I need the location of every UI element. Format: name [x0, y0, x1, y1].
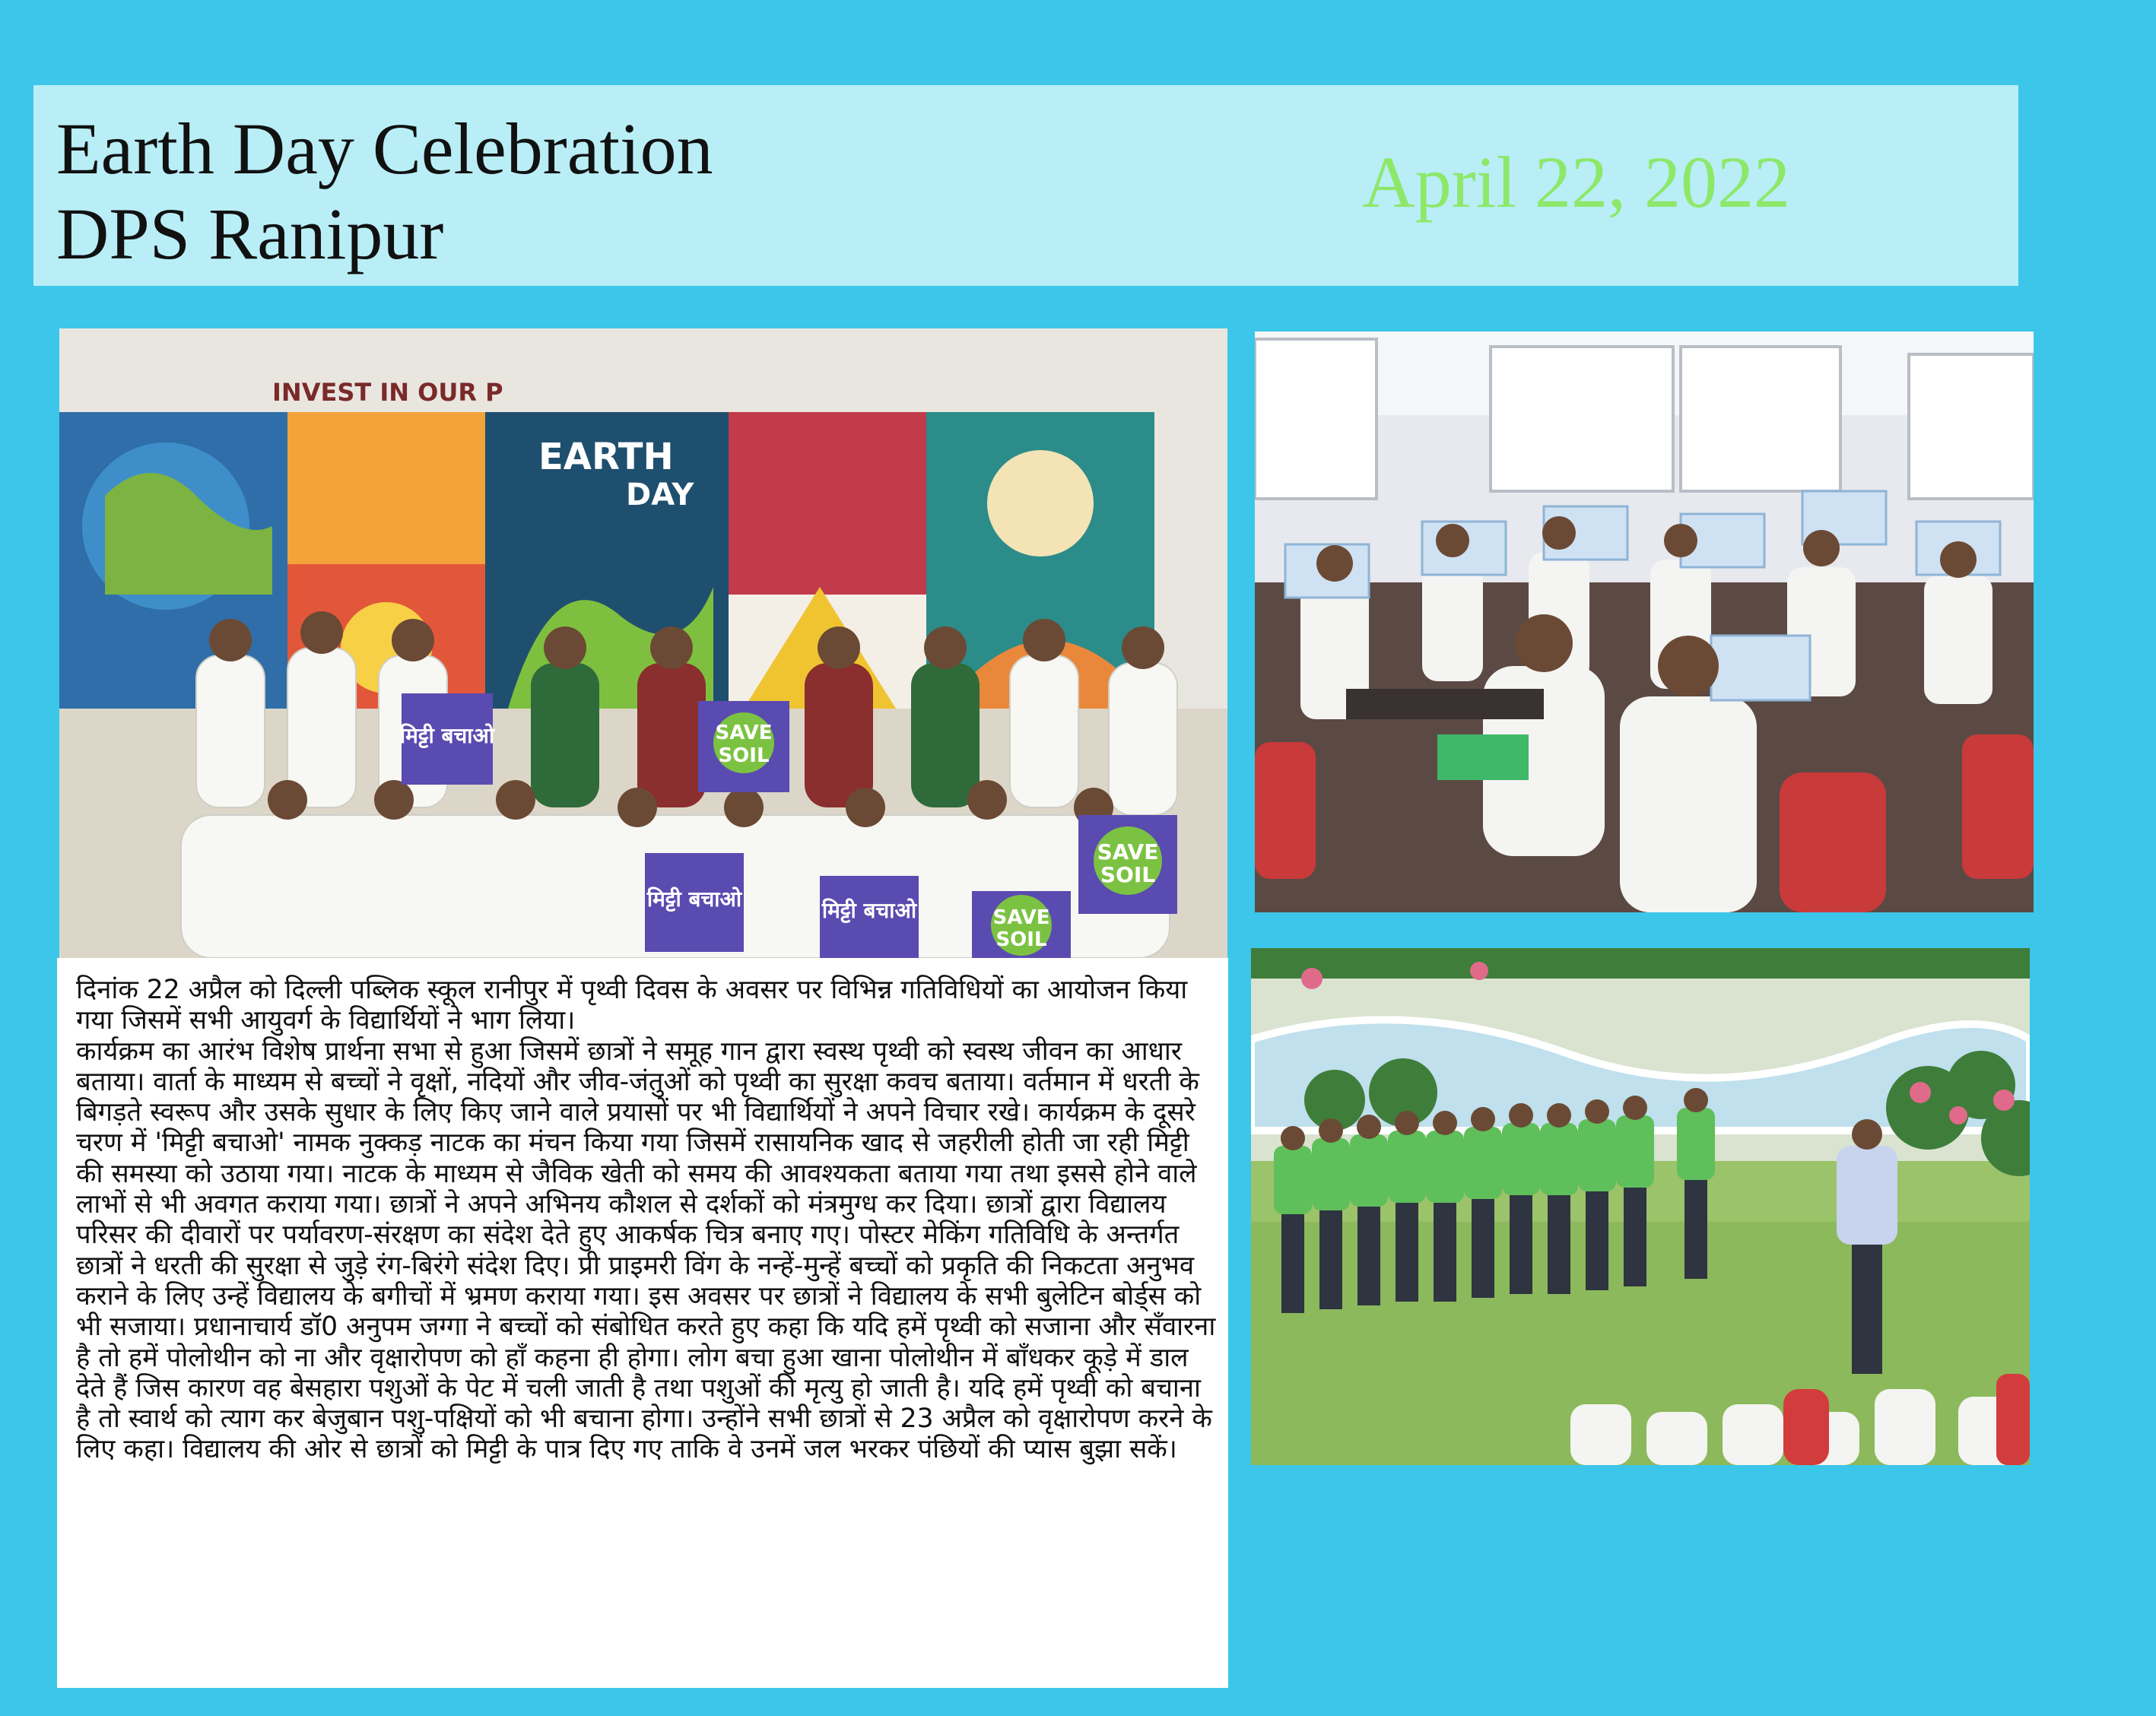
- mural-banner-text: INVEST IN OUR P: [272, 378, 503, 407]
- save-sign-text-3: SAVE: [992, 906, 1050, 929]
- event-date: April 22, 2022: [1362, 141, 1790, 223]
- article-paragraph-1: दिनांक 22 अप्रैल को दिल्ली पब्लिक स्कूल रानीपुर में पृथ्वी दिवस के अवसर पर विभिन्न गतिविधियों का आयोजन किया गया जिसमें सभी आयुवर्ग के विद्यार्थियों ने भाग लिया।: [76, 975, 1188, 1036]
- soil-sign-text-1: SOIL: [718, 744, 770, 767]
- soil-sign-text-2: SOIL: [1100, 862, 1156, 887]
- article-text: [76, 975, 1217, 1465]
- mural-sign-text-3: मिट्टी बचाओ: [821, 898, 917, 923]
- article-box: [57, 958, 1228, 1688]
- soil-sign-text-3: SOIL: [995, 928, 1047, 951]
- save-sign-text-2: SAVE: [1097, 839, 1159, 864]
- mural-earth-text: EARTH: [538, 436, 674, 478]
- mural-day-text: DAY: [626, 477, 694, 512]
- article-paragraph-2: कार्यक्रम का आरंभ विशेष प्रार्थना सभा से हुआ जिसमें छात्रों ने समूह गान द्वारा स्वस्थ पृथ्वी को स्वस्थ जीवन का आधार बताया। वार्ता के माध्यम से बच्चों ने वृक्षों, नदियों और जीव-जंतुओं को पृथ्वी का सुरक्षा कवच बताया। वर्तमान में धरती के बिगड़ते स्वरूप और उसके सुधार के लिए किए जाने वाले प्रयासों पर भी विद्यार्थियों ने अपने विचार रखे। कार्यक्रम के दूसरे चरण में 'मिट्टी बचाओ' नामक नुक्कड़ नाटक का मंचन किया गया जिसमें रासायनिक खाद से जहरीली होती जा रही मिट्टी की समस्या को उठाया गया। नाटक के माध्यम से जैविक खेती को समय की आवश्यकता बताया गया तथा इससे होने वाले लाभों से भी अवगत कराया गया। छात्रों ने अपने अभिनय कौशल से दर्शकों को मंत्रमुग्ध कर दिया। छात्रों द्वारा विद्यालय परिसर की दीवारों पर पर्यावरण-संरक्षण का संदेश देते हुए आकर्षक चित्र बनाए गए। पोस्टर मेकिंग गतिविधि के अन्तर्गत छात्रों ने धरती की सुरक्षा से जुड़े रंग-बिरंगे संदेश दिए। प्री प्राइमरी विंग के नन्हें-मुन्हें बच्चों को प्रकृति की निकटता अनुभव कराने के लिए उन्हें विद्यालय के बगीचों में भ्रमण कराया गया। इस अवसर पर छात्रों ने विद्यालय के सभी बुलेटिन बोर्ड्स को भी सजाया। प्रधानाचार्य डॉ0 अनुपम जग्गा ने बच्चों को संबोधित करते हुए कहा कि यदि हमें पृथ्वी को सजाना और सँवारना है तो हमें पोलोथीन को ना और वृक्षारोपण को हाँ कहना ही होगा। लोग बचा हुआ खाना पोलोथीन में बाँधकर कूड़े में डाल देते हैं जिस कारण वह बेसहारा पशुओं के पेट में चली जाती है तथा पशुओं की मृत्यु हो जाती है। यदि हमें पृथ्वी को बचाना है तो स्वार्थ को त्याग कर बेजुबान पशु-पक्षियों को भी बचाना होगा। उन्होंने सभी छात्रों से 23 अप्रैल को वृक्षारोपण करने के लिए कहा। विद्यालय की ओर से छात्रों को मिट्टी के पात्र दिए गए ताकि वे उनमें जल भरकर पंछियों की प्यास बुझा सकें।: [76, 1036, 1216, 1465]
- group-photo-illustration: [59, 328, 1227, 958]
- title-line-1: Earth Day Celebration: [56, 108, 713, 189]
- save-sign-text-1: SAVE: [715, 722, 773, 744]
- title-line-2: DPS Ranipur: [56, 193, 444, 274]
- lawn-activity-photo-illustration: [1251, 948, 2030, 1465]
- header-banner: [33, 85, 2018, 286]
- mural-sign-text: मिट्टी बचाओ: [399, 723, 495, 748]
- page-title: [56, 106, 713, 277]
- classroom-photo: [1255, 331, 2034, 912]
- group-photo: [59, 328, 1227, 958]
- mural-sign-text-2: मिट्टी बचाओ: [646, 887, 742, 912]
- lawn-activity-photo: [1251, 948, 2030, 1465]
- classroom-photo-illustration: [1255, 331, 2034, 912]
